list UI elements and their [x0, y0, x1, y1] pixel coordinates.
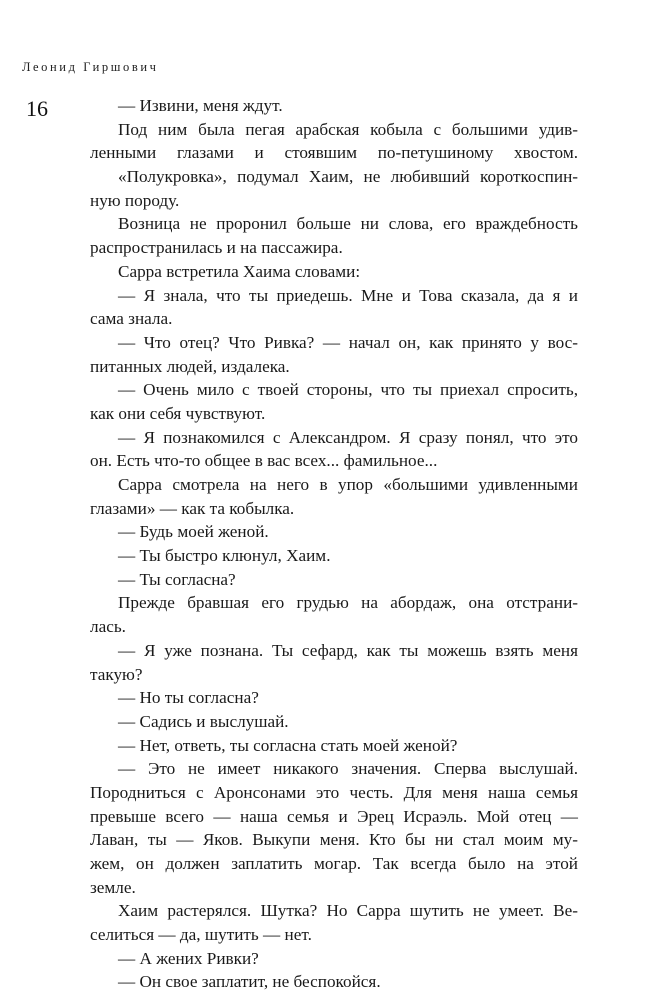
text-line: — Он свое заплатит, не беспокойся.	[118, 972, 381, 992]
text-line: — Нет, ответь, ты согласна стать моей женой?	[118, 735, 458, 755]
text-line: — Ты согласна?	[118, 569, 236, 589]
text-line: «Полукровка», подумал Хаим, не любивший короткоспин-	[118, 167, 578, 187]
text-line: — Я уже познана. Ты сефард, как ты можешь взять меня	[118, 640, 578, 660]
text-line: Под ним была пегая арабская кобыла с большими удив-	[118, 119, 578, 139]
text-line: селиться — да, шутить — нет.	[90, 925, 312, 945]
text-line: Хаим растерялся. Шутка? Но Сарра шутить не умеет. Ве-	[118, 901, 578, 921]
text-line: он. Есть что-то общее в вас всех... фамильное...	[90, 451, 438, 471]
body-text	[90, 94, 578, 994]
text-line: земле.	[90, 877, 136, 897]
text-line: Породниться с Аронсонами это честь. Для меня наша семья	[90, 782, 578, 802]
text-line: питанных людей, издалека.	[90, 356, 290, 376]
text-line: — Садись и выслушай.	[118, 711, 289, 731]
text-line: — Извини, меня ждут.	[118, 96, 283, 115]
page-number: 16	[26, 96, 48, 121]
text-line: лась.	[90, 617, 126, 637]
text-line: — Но ты согласна?	[118, 688, 259, 708]
text-line: сама знала.	[90, 309, 173, 329]
text-line: — Я знала, что ты приедешь. Мне и Това сказала, да я и	[118, 285, 578, 305]
text-line: — Будь моей женой.	[118, 522, 269, 542]
text-line: превыше всего — наша семья и Эрец Исраэль. Мой отец —	[90, 806, 578, 826]
text-line: Сарра смотрела на него в упор «большими удивленными	[118, 475, 578, 494]
text-line: — Я познакомился с Александром. Я сразу понял, что это	[118, 427, 578, 447]
text-line: — Очень мило с твоей стороны, что ты приехал спросить,	[118, 380, 578, 400]
text-line: распространилась и на пассажира.	[90, 238, 343, 258]
text-line: ную породу.	[90, 190, 180, 210]
text-line: — Это не имеет никакого значения. Сперва выслушай.	[118, 759, 578, 779]
text-line: жем, он должен заплатить могар. Так всегда было на этой	[90, 854, 578, 873]
text-line: ленными глазами и стоявшим по-петушиному хвостом.	[90, 143, 578, 163]
text-line: Возница не проронил больше ни слова, его враждебность	[118, 214, 578, 234]
text-line: как они себя чувствуют.	[90, 403, 266, 423]
running-head: Леонид Гиршович	[22, 60, 159, 74]
text-line: Сарра встретила Хаима словами:	[118, 261, 361, 281]
text-line: такую?	[90, 664, 143, 684]
text-line: глазами» — как та кобылка.	[90, 498, 295, 518]
text-line: Лаван, ты — Яков. Выкупи меня. Кто бы ни стал моим му-	[90, 830, 578, 850]
text-line: — Что отец? Что Ривка? — начал он, как принято у вос-	[118, 332, 578, 352]
text-line: Прежде бравшая его грудью на абордаж, она отстрани-	[118, 593, 578, 613]
text-line: — Ты быстро клюнул, Хаим.	[118, 546, 331, 566]
text-line: — А жених Ривки?	[118, 948, 259, 968]
